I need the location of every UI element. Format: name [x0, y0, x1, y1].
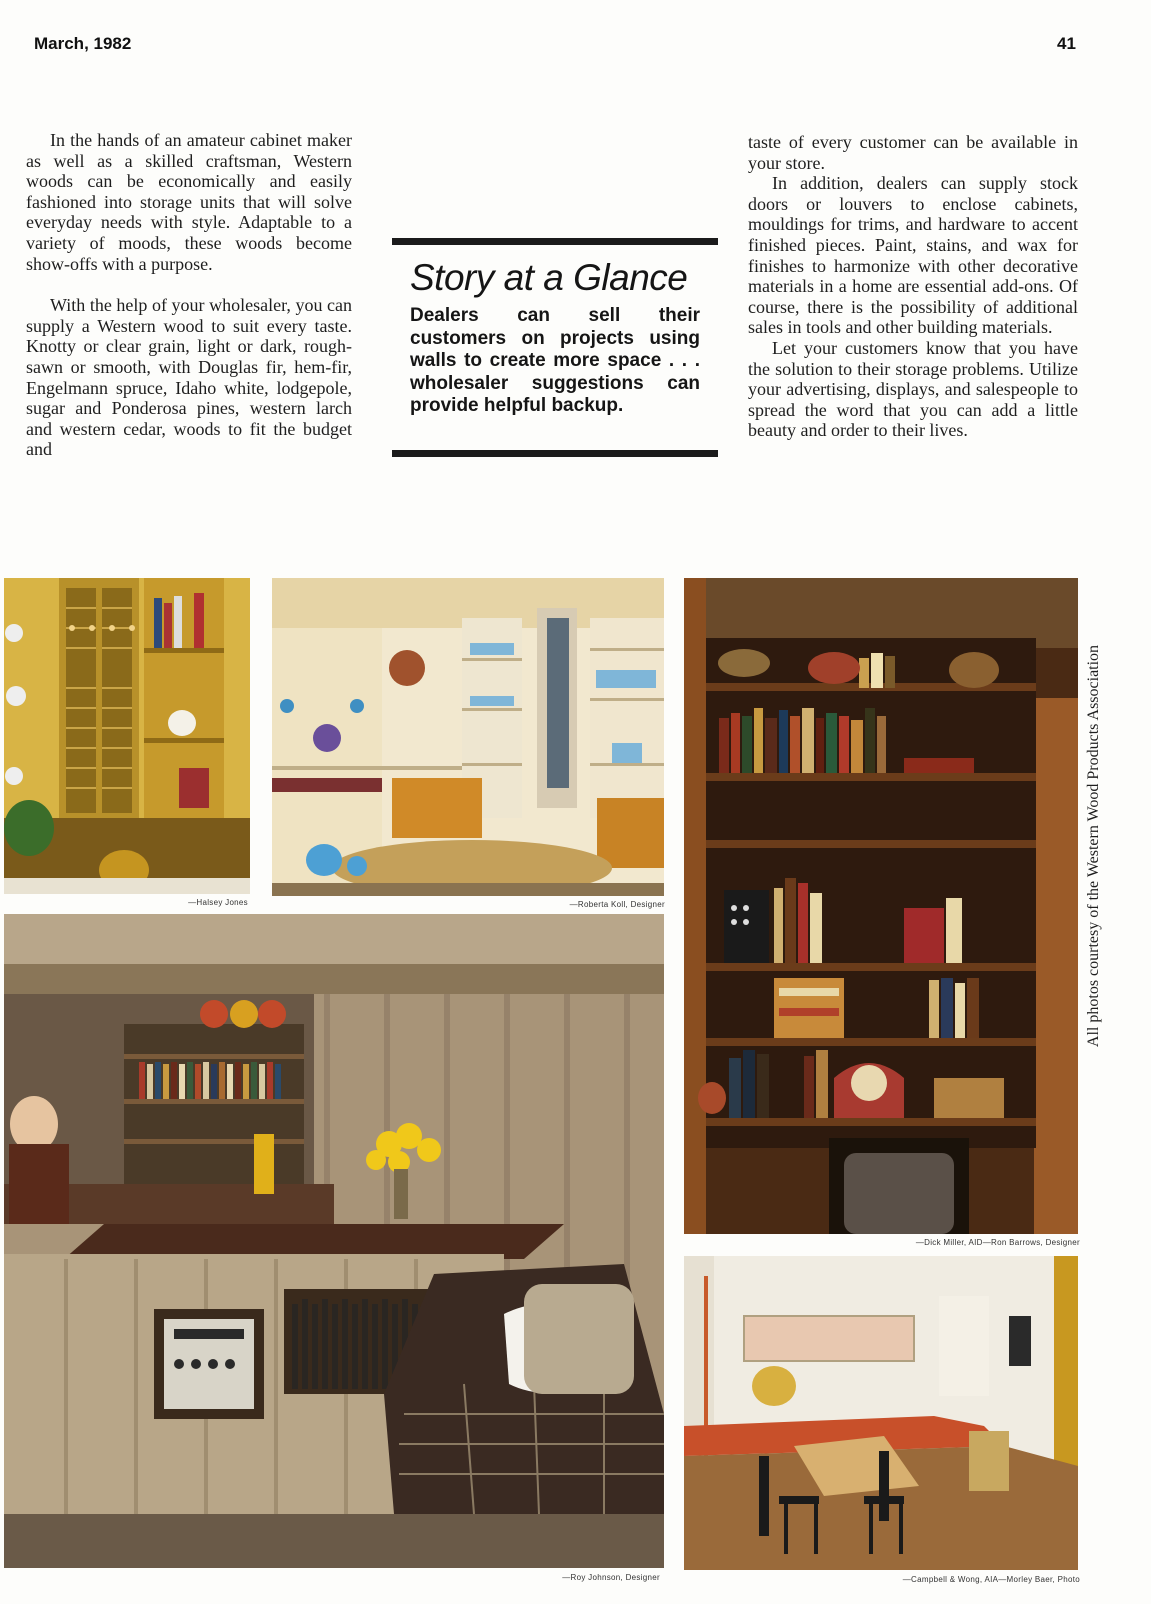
issue-date: March, 1982 — [34, 34, 132, 53]
photo-credit: —Roberta Koll, Designer — [569, 900, 665, 909]
divider — [392, 238, 718, 245]
photo-credit: —Dick Miller, AID—Ron Barrows, Designer — [915, 1238, 1080, 1247]
paragraph: In addition, dealers can supply stock doors or louvers to enclose cabinets, mouldings for trims, and hardware to accent finished pieces. Paint, stains, and wax for finishes to harmonize with other decorative materials in a home are essential add-ons. Of course, there is the possibility of additional sales in tools and other building materials. — [748, 173, 1078, 338]
photo-credit: —Halsey Jones — [188, 898, 248, 907]
photo-white-dining — [684, 1256, 1078, 1570]
photo-courtesy-credit: All photos courtesy of the Western Wood Products Association — [1085, 644, 1102, 1048]
paragraph: In the hands of an amateur cabinet maker as well as a skilled craftsman, Western woods can be economically and easily fashioned into storage units that will solve everyday needs with style. Adaptable to a variety of moods, these woods become show-offs with a purpose. — [26, 130, 352, 274]
paragraph: Let your customers know that you have the solution to their storage problems. Utilize your advertising, displays, and salespeople to spread the word that you can add a little beauty and order to their lives. — [748, 337, 1078, 441]
article-column-right — [748, 132, 1078, 441]
sidebar-title: Story at a Glance — [410, 257, 688, 298]
photo-credit: —Campbell & Wong, AIA—Morley Baer, Photo — [902, 1575, 1080, 1584]
article-column-left — [26, 130, 352, 460]
photo-dining-nook — [4, 578, 250, 894]
sidebar-body: Dealers can sell their customers on projects using walls to create more space . . . wholesaler suggestions can provide helpful backup. — [410, 305, 700, 416]
page-number: 41 — [1057, 34, 1076, 53]
photo-white-shelves — [272, 578, 664, 896]
paragraph: taste of every customer can be available in your store. — [748, 132, 1078, 173]
story-at-a-glance-box — [392, 238, 718, 457]
photo-credit: —Roy Johnson, Designer — [562, 1573, 660, 1582]
photo-bookcase — [684, 578, 1078, 1234]
paragraph: With the help of your wholesaler, you can supply a Western wood to suit every taste. Knotty or clear grain, light or dark, rough-sawn or smooth, with Douglas fir, hem-fir, Engelmann spruce, Idaho white, lodgepole, sugar and Ponderosa pines, western larch and western cedar, woods to fit the budget and — [26, 295, 352, 460]
photo-paneled-room — [4, 914, 664, 1568]
divider — [392, 450, 718, 457]
